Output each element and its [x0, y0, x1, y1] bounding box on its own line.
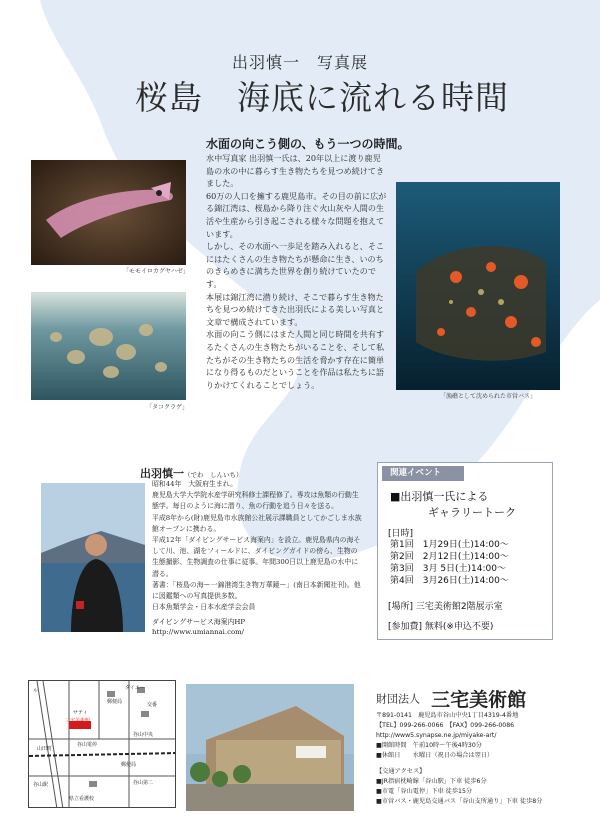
intro-text [206, 152, 388, 391]
access-line: ■JR指宿枕崎線「谷山駅」下車 徒歩6分 [376, 778, 487, 785]
schedule-row: 第3回 3月 5日(土)14:00～ [390, 564, 506, 574]
bio-line: 昭和44年 大阪府生まれ。 [152, 480, 237, 488]
shipwreck-photo [396, 182, 560, 390]
name-reading: （でわ しんいち） [184, 471, 243, 479]
event-place: [場所] 三宅美術館2階展示室 [388, 602, 503, 612]
map-label: 三宅美術館 [65, 718, 91, 724]
exhibition-title: 桜島 海底に流れる時間 [135, 78, 509, 117]
hp-url[interactable]: http://www.umiannai.com/ [152, 628, 244, 636]
jellyfish-caption: 「タコクラゲ」 [146, 404, 189, 411]
map-label: 谷山中央 [133, 732, 154, 738]
exhibition-subtitle: 出羽慎一 写真展 [232, 53, 369, 72]
map-label: 谷山電停 [77, 742, 98, 748]
map-label: サティ [73, 710, 88, 716]
name: 出羽慎一 [140, 467, 184, 480]
map-label: ル [33, 688, 39, 694]
fish-caption: 「モモイロカグヤハゼ」 [123, 268, 189, 275]
museum-tel-fax: 【TEL】099-266-0066 【FAX】099-266-0086 [376, 722, 515, 729]
event-fee: [参加費] 無料(※申込不要) [388, 622, 494, 632]
bio-line: 平成8年から(財)鹿児島市水族館公社展示課職員としてかごしま水族館オープンに携わる。 [152, 513, 362, 533]
map-label: 山田町 [37, 746, 53, 752]
intro-paragraph: 60万の人口を擁する鹿児島市。その目の前に広がる錦江湾は、桜島から降り注ぐ火山灰や人間の生活や生産から引き起こされる様々な問題を抱えています。 [206, 190, 387, 239]
schedule-label: [日時] [388, 529, 414, 539]
bio-line: 平成12年「ダイビングサービス海案内」を設立。鹿児島県内の海そして川、池、湖をフィールドに、ダイビングガイドの傍ら、生物の生態撮影、生物調査の仕事に従事。年間300日以上鹿児島の水中に潜る。 [152, 536, 361, 578]
hp-label: ダイビングサービス海案内HP [152, 618, 246, 626]
bio-line: 日本魚類学会・日本水産学会会員 [152, 603, 256, 612]
museum-org-type: 財団法人 [376, 692, 420, 706]
event-title-line1: ■出羽慎一氏による [390, 490, 489, 503]
access-title: 【交通アクセス】 [376, 768, 426, 775]
intro-paragraph: しかし、その水面へ一歩足を踏み入れると、そこにはたくさんの生き物たちが懸命に生き、いのちのきらめきに満ちた世界を創り続けていたのです。 [206, 241, 385, 289]
intro-paragraph: 水中写真家 出羽慎一氏は、20年以上に渡り鹿児島の水の中に暮らす生き物たちを見つめ続けてきました。 [206, 153, 385, 189]
intro-paragraph: 本展は錦江湾に潜り続け、そこで暮らす生き物たちを見つめ続けてきた出羽氏による美しい写真と文章で構成されています。 [206, 291, 385, 327]
map-label: 郵便局 [107, 699, 123, 705]
museum-name: 三宅美術館 [431, 689, 527, 711]
museum-address: 〒891-0141 鹿児島市谷山中央1丁目4319-4番地 [376, 712, 519, 719]
jellyfish-photo [31, 292, 186, 400]
shipwreck-caption: 「漁礁として沈められた市営バス」 [440, 393, 537, 400]
map-label: 谷山第二 [133, 780, 154, 786]
photographer-bio [152, 479, 364, 613]
access-line: ■市電「谷山電停」下車 徒歩15分 [376, 788, 473, 795]
event-title-line2: ギャラリートーク [428, 506, 516, 519]
schedule-row: 第4回 3月26日(土)14:00～ [390, 576, 509, 586]
access-line: ■市営バス・鹿児島交通バス「谷山支所通り」下車 徒歩8分 [376, 798, 543, 805]
museum-heading [376, 685, 526, 712]
schedule-row: 第1回 1月29日(土)14:00～ [390, 540, 509, 550]
intro-paragraph: 水面の向こう側にはまた人間と同じ時間を共有するたくさんの生き物たちがいることを、そして私たちがその生き物たちの生活を脅かす存在に簡単になり得るものだということを作品は私たちに語りかけてくれることでしょう。 [206, 329, 385, 390]
map-label: 県立看護校 [69, 796, 95, 802]
tagline: 水面の向こう側の、もう一つの時間。 [206, 137, 410, 151]
map-label: ダイエー [125, 685, 145, 691]
museum-url[interactable]: http://www5.synapse.ne.jp/miyake-art/ [376, 732, 497, 739]
bio-line: 著書：「桜島の海ー一錦港湾生き物万華鏡ー」(南日本新聞社刊)。他に図鑑類への写真提供多数。 [152, 580, 361, 601]
map-label: 郵便局 [121, 762, 137, 768]
access-map [28, 680, 176, 808]
museum-building-photo [186, 684, 354, 811]
photographer-portrait [41, 483, 145, 632]
map-label: 谷山駅 [33, 782, 49, 788]
schedule-row: 第2回 2月12日(土)14:00～ [390, 552, 509, 562]
museum-hours: ■開館時間 午前10時～午後4時30分 [376, 742, 482, 749]
related-event-box [377, 462, 553, 640]
map-label: 交番 [147, 702, 158, 708]
event-tab: 関連イベント [382, 466, 464, 481]
bio-line: 鹿児島大学大学院水産学研究科修士課程修了。専攻は魚類の行動生態学。毎日のように海に潜り、魚の行動を追う日々を送る。 [152, 491, 359, 511]
museum-closed: ■休館日 水曜日（祝日の場合は翌日） [376, 752, 494, 759]
fish-photo [31, 160, 186, 265]
